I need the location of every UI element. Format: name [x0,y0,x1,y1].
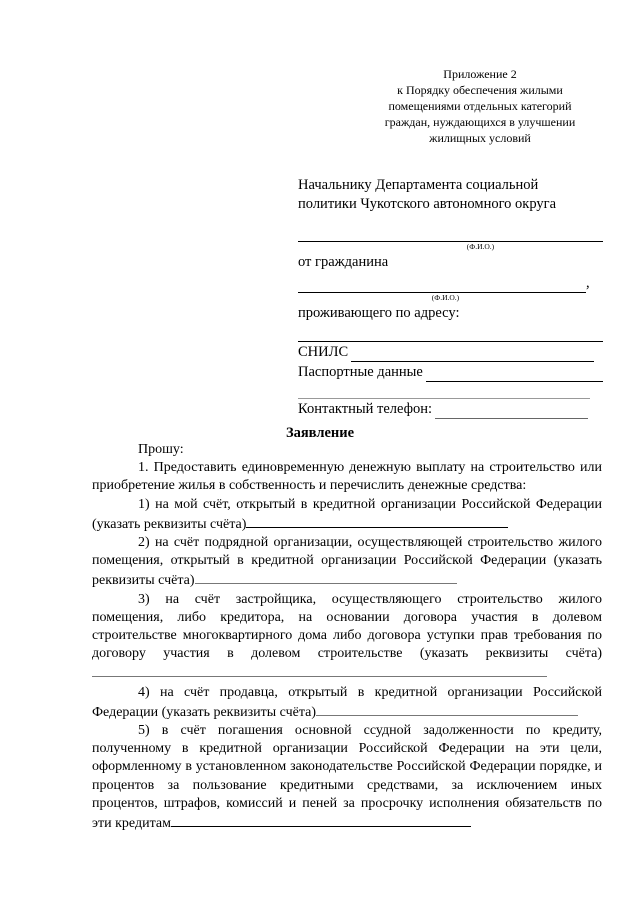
addressee-line-1: Начальнику Департамента социальной [298,177,539,193]
option-3-account-field[interactable] [92,663,547,677]
snils-field[interactable] [351,346,594,362]
option-5-text: 5) в счёт погашения основной ссудной задолженности по кредиту, полученному в кредитной организации Российской Федерации на эти цели, оформленному в установленном законодательстве Российской Федерации порядке, и процентов за пользование кредитными средствами, за исключением иных процентов, штрафов, комиссий и пеней за просрочку исполнения обязательств по эти кредитам [92,723,602,832]
passport-field[interactable] [426,366,603,382]
option-4 [92,684,602,722]
option-2 [92,534,602,591]
address-field[interactable] [298,323,603,342]
addressee-block [298,176,603,419]
option-3-text: 3) на счёт застройщика, осуществляющего строительство жилого помещения, либо кредитора, на основании договора участия в долевом строительстве многоквартирного дома либо договора уступки прав требования по договору участия в долевом строительстве (указать реквизиты счёта) [92,591,602,662]
option-5 [92,722,602,833]
citizen-fio-field[interactable] [298,275,586,293]
fio-field[interactable] [298,214,603,242]
appendix-line: к Порядку обеспечения жилыми [397,83,563,97]
phone-field[interactable] [435,403,588,419]
option-3 [92,591,602,684]
comma: , [586,275,590,291]
option-4-account-field[interactable] [316,702,578,716]
item-1: 1. Предоставить единовременную денежную выплату на строительство или приобретение жилья в собственность и перечислить денежные средства: [92,460,602,494]
appendix-line: Приложение 2 [443,67,517,81]
appendix-header [345,66,615,146]
passport-label: Паспортные данные [298,364,423,380]
address-label: проживающего по адресу: [298,305,460,321]
request-label: Прошу: [138,442,184,457]
appendix-line: жилищных условий [429,131,531,145]
appendix-line: граждан, нуждающихся в улучшении [384,115,576,129]
appendix-line: помещениями отдельных категорий [388,99,572,113]
phone-label: Контактный телефон: [298,401,433,417]
from-citizen-label: от гражданина [298,254,389,270]
snils-label: СНИЛС [298,344,349,360]
option-1-text: 1) на мой счёт, открытый в кредитной организации Российской Федерации (указать реквизиты счёта) [92,496,602,532]
option-5-account-field[interactable] [171,813,471,827]
option-1-account-field[interactable] [246,514,508,528]
citizen-fio-caption: (Ф.И.О.) [431,293,460,302]
document-title: Заявление [285,425,355,441]
option-2-account-field[interactable] [195,570,457,584]
statement-body [92,441,602,833]
option-4-text: 4) на счёт продавца, открытый в кредитной организации Российской Федерации (указать реквизиты счёта) [92,684,602,720]
fio-caption: (Ф.И.О.) [466,242,495,251]
addressee-line-2: политики Чукотского автономного округа [298,196,557,212]
passport-field-extra[interactable] [298,382,590,399]
option-1 [92,496,602,534]
option-2-text: 2) на счёт подрядной организации, осуществляющей строительство жилого помещения, открытый в кредитной организации Российской Федерации (указать реквизиты счёта) [92,535,602,589]
